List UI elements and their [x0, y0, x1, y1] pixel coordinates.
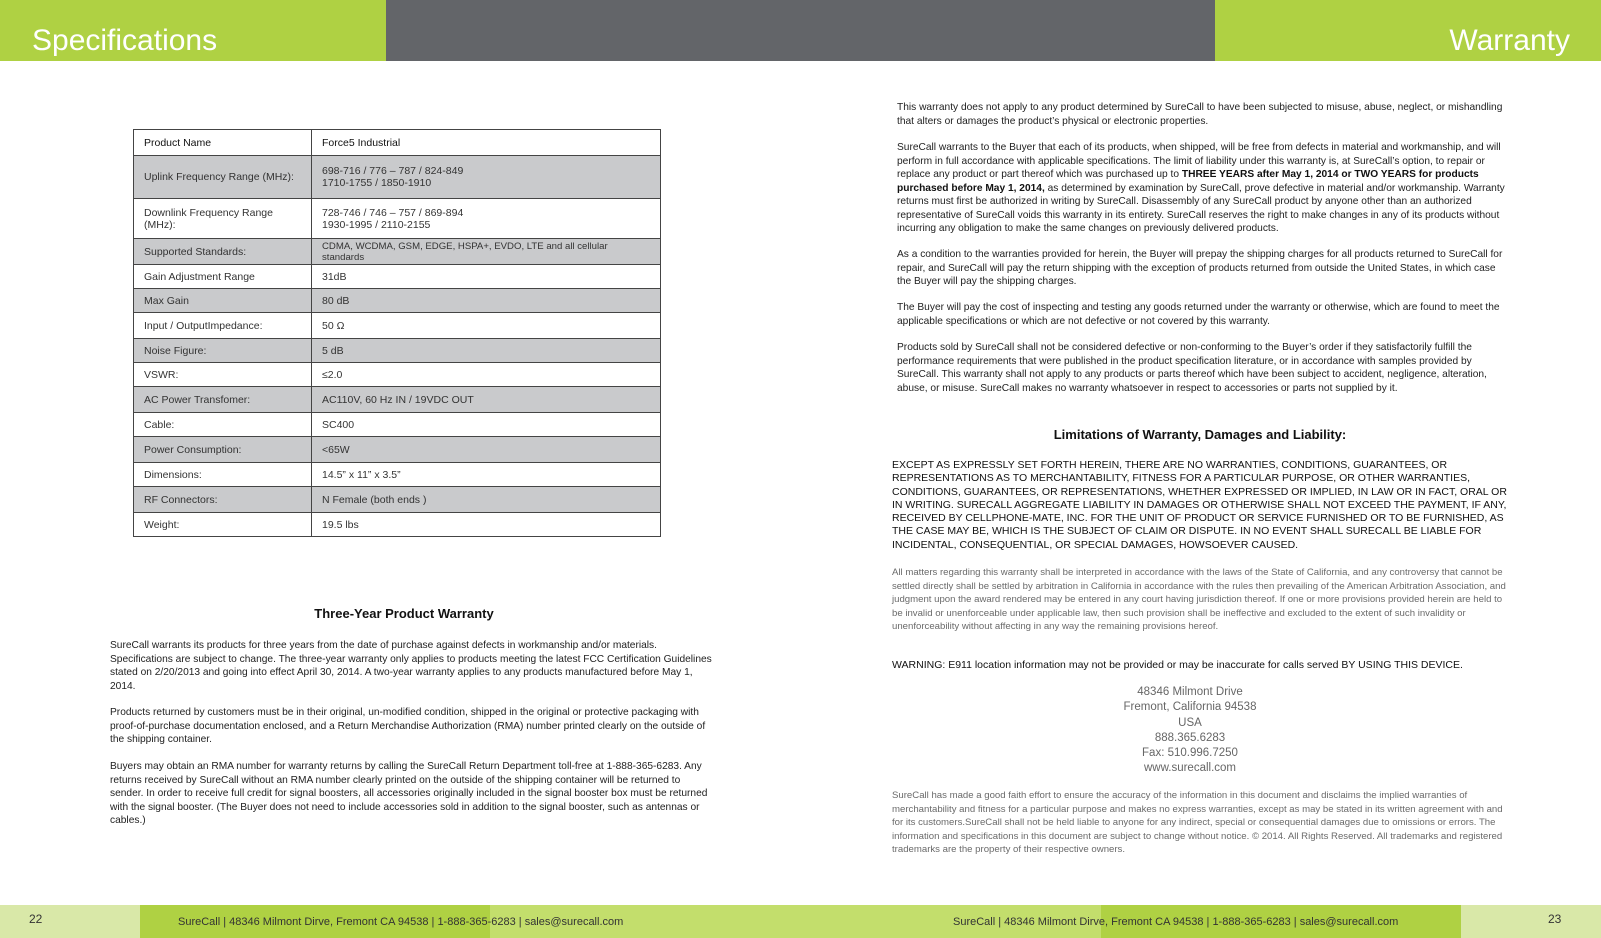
- spec-value: [312, 265, 661, 289]
- spec-value-line-1: SC400: [322, 418, 355, 431]
- spec-value: [312, 387, 661, 413]
- spec-value-line-1: 14.5” x 11” x 3.5”: [322, 468, 401, 481]
- right-warranty-paragraph-1: This warranty does not apply to any product determined by SureCall to have been subjected to misuse, abuse, neglect, or mishandling that alters or damages the product’s physical or electronic properties.: [897, 102, 1503, 127]
- spec-value: [312, 463, 661, 487]
- spec-row: [134, 463, 661, 487]
- spec-label: AC Power Transfomer:: [134, 387, 312, 413]
- spec-row: [134, 130, 661, 156]
- spec-value-line-1: 80 dB: [322, 294, 350, 307]
- legal-disclaimer: SureCall has made a good faith effort to ensure the accuracy of the information in this document and disclaims the implied warranties of merchantability and fitness for a particular purpose and makes no express warranties, except as may be stated in its written agreement with and for its customers.SureCall shall not be held liable to anyone for any indirect, special or consequential damages due to omissions or errors. The information and specifications in this document are subject to change without notice. © 2014. All Rights Reserved. All trademarks and registered trademarks are the property of their respective owners.: [892, 790, 1503, 856]
- spec-value-line-1: AC110V, 60 Hz IN / 19VDC OUT: [322, 393, 474, 406]
- three-year-warranty-heading: Three-Year Product Warranty: [314, 606, 494, 621]
- spec-value-line-1: 698-716 / 776 – 787 / 824-849: [322, 165, 464, 177]
- spec-value: [312, 437, 661, 463]
- spec-row: [134, 339, 661, 363]
- spec-label: Gain Adjustment Range: [134, 265, 312, 289]
- spec-row: [134, 313, 661, 339]
- spec-value-line-1: N Female (both ends ): [322, 493, 427, 506]
- footer-contact-left: SureCall | 48346 Milmont Dirve, Fremont CA 94538 | 1-888-365-6283 | sales@surecall.com: [178, 916, 624, 928]
- right-warranty-paragraph-3: As a condition to the warranties provided for herein, the Buyer will prepay the shipping charges for all products returned to SureCall for repair, and SureCall will pay the return shipping with the exception of products returned from outside the United States, in which case the Buyer will pay the shipping charges.: [897, 249, 1503, 287]
- spec-row: [134, 437, 661, 463]
- address-street: 48346 Milmont Drive: [1137, 686, 1243, 698]
- spec-value-line-1: CDMA, WCDMA, GSM, EDGE, HSPA+, EVDO, LTE and all cellular standards: [322, 240, 608, 263]
- address-city: Fremont, California 94538: [1123, 701, 1257, 714]
- spec-value: [312, 239, 661, 265]
- spec-label: Uplink Frequency Range (MHz):: [134, 156, 312, 199]
- spec-row: [134, 413, 661, 437]
- spec-row: [134, 265, 661, 289]
- footer-right-page-block: [1461, 905, 1601, 938]
- spec-row: [134, 487, 661, 513]
- paragraph-2-text-c: as determined by examination by SureCall, prove defective in material and/or workmanship. Warranty returns must first be authorized in writing by SureCall. Disassembly of any SureCall product by anyone other than an authorized representative of SureCall voids this warranty in its entirety. SureCall reserves the right to make changes in any of its products without incurring any obligation to make the same changes on previously delivered products.: [897, 182, 1505, 234]
- right-warranty-paragraph-2: [897, 141, 1507, 236]
- spec-label: Cable:: [134, 413, 312, 437]
- spec-label: VSWR:: [134, 363, 312, 387]
- spec-value: [312, 513, 661, 537]
- right-warranty-paragraph-5: Products sold by SureCall shall not be considered defective or non-conforming to the Buyer’s order if they satisfactorily fulfill the performance requirements that were published in the product specification literature, or in accordance with samples provided by SureCall. This warranty shall not apply to any products or parts thereof which have been subject to accident, negligence, alteration, abuse, or misuse. SureCall makes no warranty whatsoever in respect to accessories or parts not supplied by it.: [897, 342, 1487, 394]
- limitations-caps-paragraph: EXCEPT AS EXPRESSLY SET FORTH HEREIN, THERE ARE NO WARRANTIES, CONDITIONS, GUARANTEES, OR REPRESENTATIONS AS TO MERCHANTABILITY, FITNESS FOR A PARTICULAR PURPOSE, OR OTHER WARRANTIES, CONDITIONS, GUARANTEES, OR REPRESENTATIONS, WHETHER EXPRESSED OR IMPLIED, IN LAW OR IN FACT, ORAL OR IN WRITING. SURECALL AGGREGATE LIABILITY IN DAMAGES OR OTHERWISE SHALL NOT EXCEED THE PAYMENT, IF ANY, RECEIVED BY CELLPHONE-MATE, INC. FOR THE UNIT OF PRODUCT OR SERVICE FURNISHED OR TO BE FURNISHED, AS THE CASE MAY BE, WHICH IS THE SUBJECT OF CLAIM OR DISPUTE. IN NO EVENT SHALL SURECALL BE LIABLE FOR INCIDENTAL, CONSEQUENTIAL, OR SPECIAL DAMAGES, HOWSOEVER CAUSED.: [892, 459, 1507, 551]
- paragraph-2-bold-terms: THREE YEARS after May 1, 2014 or TWO YEARS for products purchased before May 1, 2014,: [897, 169, 1479, 194]
- page-title-warranty: Warranty: [1449, 24, 1570, 57]
- spec-label: Power Consumption:: [134, 437, 312, 463]
- spec-value-line-2: 1930-1995 / 2110-2155: [322, 218, 431, 231]
- spec-value: [312, 363, 661, 387]
- spec-value: [312, 313, 661, 339]
- left-warranty-paragraph-3: Buyers may obtain an RMA number for warranty returns by calling the SureCall Return Department toll-free at 1-888-365-6283. Any returns received by SureCall without an RMA number clearly printed on the outside of the shipping container will be returned to sender. In order to receive full credit for signal boosters, all accessories originally included in the signal booster box must be returned with the signal booster. (The Buyer does not need to include accessories sold in addition to the signal booster, such as antennas or cables.): [110, 761, 708, 826]
- spec-label: Dimensions:: [134, 463, 312, 487]
- page-number-left: 22: [29, 912, 43, 926]
- spec-value-line-1: 19.5 lbs: [322, 518, 359, 531]
- address-country: USA: [1178, 716, 1202, 729]
- spec-value-line-1: 31dB: [322, 270, 347, 283]
- left-warranty-paragraph-2: Products returned by customers must be in their original, un-modified condition, shipped in the original or protective packaging with proof-of-purchase documentation enclosed, and a Return Merchandise Authorization (RMA) number printed clearly on the outside of the shipping container.: [110, 707, 706, 745]
- specifications-table: [133, 129, 661, 537]
- spec-row: [134, 513, 661, 537]
- paragraph-2-text-a: SureCall warrants to the Buyer that each of its products, when shipped, will be free from defects in material and workmanship, and will perform in full accordance with applicable specifications. The limit of liability under this warranty is, at SureCall’s option, to repair or replace any product or part thereof which was purchased up to: [897, 142, 1501, 180]
- spec-value: [312, 413, 661, 437]
- spec-label: Input / OutputImpedance:: [134, 313, 312, 339]
- page-title-specifications: Specifications: [32, 24, 218, 57]
- footer-left-page-block: [0, 905, 140, 938]
- e911-warning: WARNING: E911 location information may not be provided or may be inaccurate for calls served BY USING THIS DEVICE.: [892, 659, 1463, 671]
- governing-law-paragraph: All matters regarding this warranty shall be interpreted in accordance with the laws of the State of California, and any controversy that cannot be settled directly shall be settled by arbitration in California in accordance with the rules then prevailing of the American Arbitration Association, and judgment upon the award rendered may be entered in any court having jurisdiction thereof. If one or more provisions provided herein are held to be invalid or unenforceable under applicable law, then such provision shall be ineffective and excluded to the extent of such invalidity or unenforceability without affecting in any way the remaining provisions hereof.: [892, 567, 1506, 633]
- spec-label: RF Connectors:: [134, 487, 312, 513]
- spec-value-line-1: Force5 Industrial: [322, 136, 401, 149]
- header-center-bar: [386, 0, 1215, 61]
- spec-label: Supported Standards:: [134, 239, 312, 265]
- left-warranty-paragraph-1: SureCall warrants its products for three years from the date of purchase against defects in workmanship and/or materials. Specifications are subject to change. The three-year warranty only applies to products meeting the latest FCC Certification Guidelines stated on 2/20/2013 and going into effect April 30, 2014. A two-year warranty applies to any products manufactured before May 1, 2014.: [110, 640, 712, 692]
- spec-row: [134, 387, 661, 413]
- company-address-block: [1040, 685, 1340, 777]
- address-phone: 888.365.6283: [1154, 731, 1226, 744]
- spec-value-line-1: 728-746 / 746 – 757 / 869-894: [322, 206, 464, 219]
- spec-label: Downlink Frequency Range (MHz):: [134, 199, 312, 239]
- spec-row: [134, 363, 661, 387]
- spec-row: [134, 239, 661, 265]
- spec-value-line-1: 5 dB: [322, 344, 344, 357]
- limitations-heading: Limitations of Warranty, Damages and Liability:: [1053, 427, 1347, 442]
- spec-value: [312, 487, 661, 513]
- spec-value: [312, 289, 661, 313]
- spec-value-line-1: ≤2.0: [322, 368, 343, 381]
- spec-label: Max Gain: [134, 289, 312, 313]
- spec-value: [312, 130, 661, 156]
- spec-value: [312, 199, 661, 239]
- spec-row: [134, 289, 661, 313]
- spec-label: Noise Figure:: [134, 339, 312, 363]
- footer-contact-right: SureCall | 48346 Milmont Dirve, Fremont CA 94538 | 1-888-365-6283 | sales@surecall.com: [953, 916, 1399, 928]
- address-fax: Fax: 510.996.7250: [1142, 747, 1238, 760]
- spec-value: [312, 156, 661, 199]
- spec-row: [134, 156, 661, 199]
- spec-row: [134, 199, 661, 239]
- spec-value-line-1: <65W: [322, 443, 350, 456]
- spec-value: [312, 339, 661, 363]
- spec-value-line-1: 50 Ω: [322, 319, 345, 332]
- page-number-right: 23: [1548, 912, 1562, 926]
- right-warranty-paragraph-4: The Buyer will pay the cost of inspecting and testing any goods returned under the warranty or otherwise, which are found to meet the applicable specifications or which are not defective or not covered by this warranty.: [897, 302, 1500, 327]
- spec-label: Product Name: [134, 130, 312, 156]
- address-website: www.surecall.com: [1143, 762, 1237, 775]
- spec-value-line-2: 1710-1755 / 1850-1910: [322, 177, 432, 189]
- spec-label: Weight:: [134, 513, 312, 537]
